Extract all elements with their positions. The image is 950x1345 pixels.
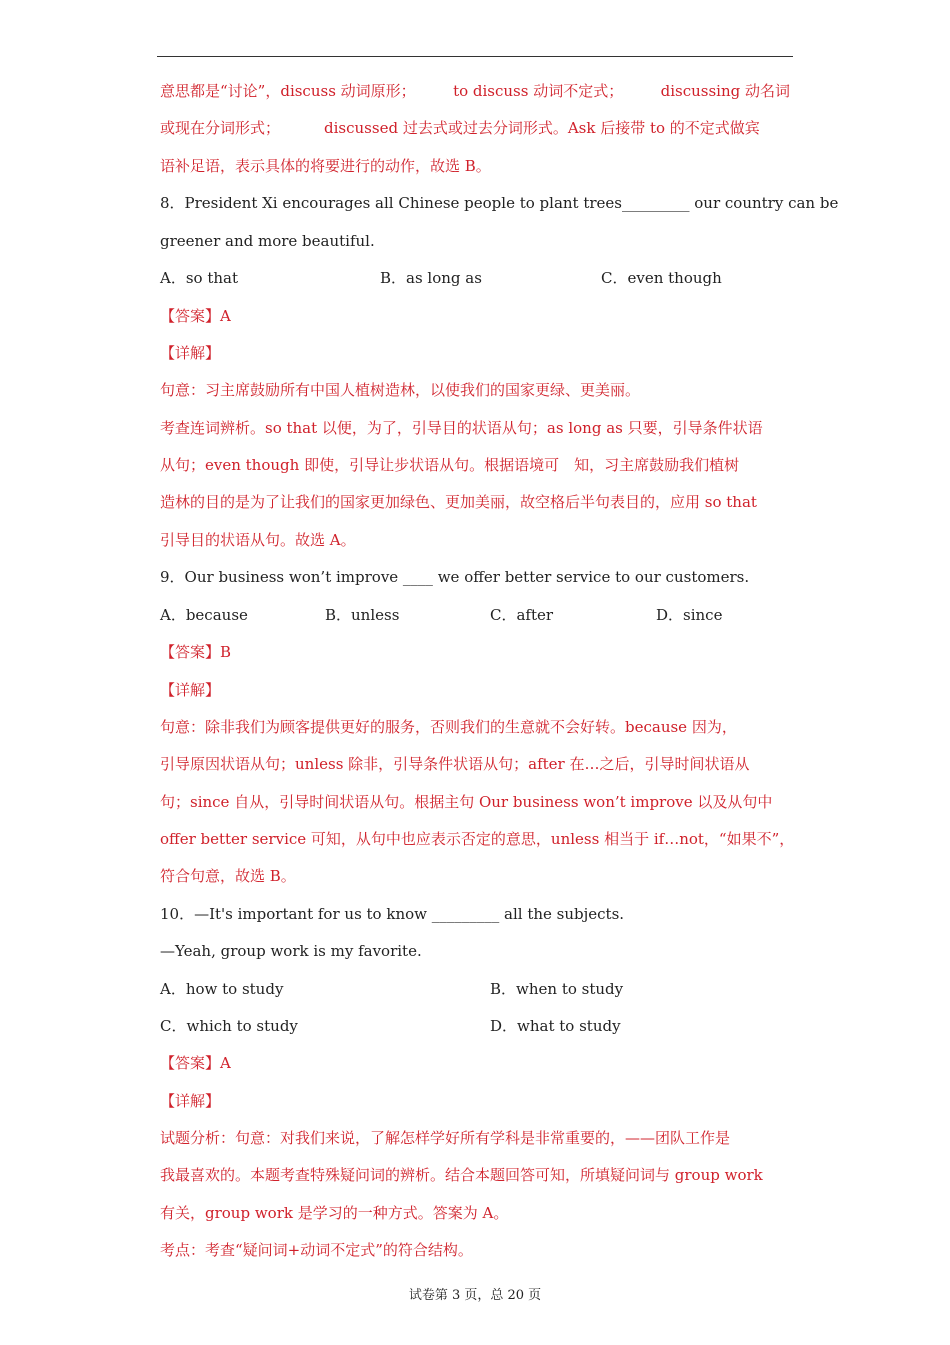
q10-option-c: C．which to study — [160, 1017, 298, 1035]
q8-explanation-line-4: 造林的目的是为了让我们的国家更加绿色、更加美丽，故空格后半句表目的，应用 so that — [160, 493, 757, 511]
q10-explanation-line-4: 考点：考查“疑问词+动词不定式”的符合结构。 — [160, 1241, 473, 1259]
q8-option-a: A．so that — [160, 269, 238, 287]
q8-explanation-line-3: 从句；even though 即使，引导让步状语从句。根据语境可 知，习主席鼓励我们植树 — [160, 456, 740, 474]
q7-explanation-line-1: 意思都是“讨论”，discuss 动词原形； to discuss 动词不定式； discussing 动名词 — [160, 82, 790, 100]
q10-option-b: B．when to study — [490, 980, 624, 998]
q9-explanation-line-1: 句意：除非我们为顾客提供更好的服务，否则我们的生意就不会好转。because 因为， — [160, 718, 737, 736]
q8-explanation-line-2: 考查连词辨析。so that 以便，为了，引导目的状语从句；as long as 只要，引导条件状语 — [160, 419, 763, 437]
q10-explanation-line-3: 有关，group work 是学习的一种方式。答案为 A。 — [160, 1204, 509, 1222]
q9-option-a: A．because — [160, 606, 248, 624]
q8-detail-label: 【详解】 — [160, 344, 221, 362]
q7-explanation-line-3: 语补足语，表示具体的将要进行的动作，故选 B。 — [160, 157, 491, 175]
q10-stem-line-2: —Yeah, group work is my favorite. — [160, 942, 422, 960]
q8-stem-line-1: 8．President Xi encourages all Chinese people to plant trees_________ our country can be — [160, 194, 839, 212]
q8-answer: 【答案】A — [160, 307, 231, 325]
q9-explanation-line-4: offer better service 可知，从句中也应表示否定的意思，unless 相当于 if…not，“如果不”， — [160, 830, 795, 848]
q8-stem-line-2: greener and more beautiful. — [160, 232, 375, 250]
q7-explanation-line-2: 或现在分词形式； discussed 过去式或过去分词形式。Ask 后接带 to 的不定式做宾 — [160, 119, 760, 137]
q9-explanation-line-5: 符合句意，故选 B。 — [160, 867, 296, 885]
header-rule — [157, 56, 793, 57]
q10-explanation-line-1: 试题分析：句意：对我们来说，了解怎样学好所有学科是非常重要的，——团队工作是 — [160, 1129, 731, 1147]
q10-option-a: A．how to study — [160, 980, 284, 998]
q8-explanation-line-5: 引导目的状语从句。故选 A。 — [160, 531, 356, 549]
q8-option-b: B．as long as — [380, 269, 482, 287]
q10-stem-line-1: 10．—It's important for us to know _________ all the subjects. — [160, 905, 625, 923]
q10-explanation-line-2: 我最喜欢的。本题考查特殊疑问词的辨析。结合本题回答可知，所填疑问词与 group work — [160, 1166, 763, 1184]
q9-detail-label: 【详解】 — [160, 681, 221, 699]
q10-option-d: D．what to study — [490, 1017, 621, 1035]
q8-explanation-line-1: 句意：习主席鼓励所有中国人植树造林，以使我们的国家更绿、更美丽。 — [160, 381, 641, 399]
q10-answer: 【答案】A — [160, 1054, 231, 1072]
page-footer: 试卷第 3 页，总 20 页 — [408, 1288, 542, 1303]
q10-detail-label: 【详解】 — [160, 1092, 221, 1110]
q9-option-b: B．unless — [325, 606, 400, 624]
q9-option-d: D．since — [656, 606, 723, 624]
q8-option-c: C．even though — [601, 269, 722, 287]
q9-option-c: C．after — [490, 606, 554, 624]
q9-stem: 9．Our business won’t improve ____ we offer better service to our customers. — [160, 568, 750, 586]
q9-explanation-line-2: 引导原因状语从句；unless 除非，引导条件状语从句；after 在…之后，引导时间状语从 — [160, 755, 750, 773]
q9-answer: 【答案】B — [160, 643, 232, 661]
q9-explanation-line-3: 句；since 自从，引导时间状语从句。根据主句 Our business won’t improve 以及从句中 — [160, 793, 773, 811]
